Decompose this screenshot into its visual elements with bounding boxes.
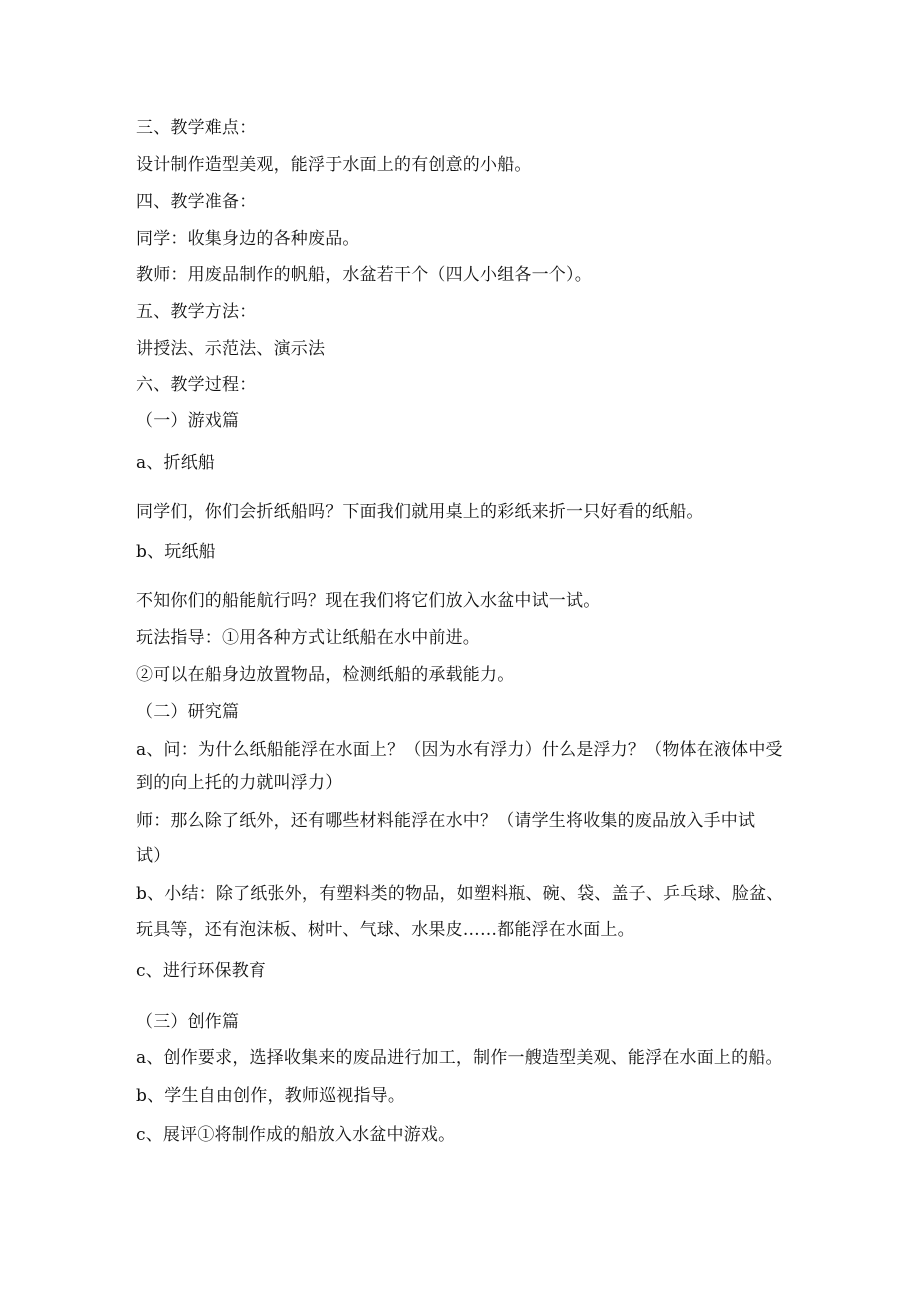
paragraph-line: 玩法指导：①用各种方式让纸船在水中前进。 (136, 628, 480, 648)
paragraph-line: 试） (136, 846, 171, 866)
paragraph-line: 玩具等，还有泡沫板、树叶、气球、水果皮……都能浮在水面上。 (136, 920, 635, 940)
paragraph-line: a、创作要求，选择收集来的废品进行加工，制作一艘造型美观、能浮在水面上的船。 (136, 1048, 783, 1068)
paragraph-line: 不知你们的船能航行吗？现在我们将它们放入水盆中试一试。 (136, 591, 601, 611)
paragraph-line: 同学：收集身边的各种废品。 (136, 229, 360, 249)
heading-teaching-preparation: 四、教学准备： (136, 192, 257, 212)
paragraph-line: c、展评①将制作成的船放入水盆中游戏。 (136, 1125, 456, 1145)
paragraph-line: 讲授法、示范法、演示法 (136, 339, 326, 359)
subheading-creation: （三）创作篇 (136, 1012, 240, 1032)
heading-teaching-method: 五、教学方法： (136, 302, 257, 322)
list-item: a、折纸船 (136, 453, 216, 473)
paragraph-line: 教师：用废品制作的帆船，水盆若干个（四人小组各一个）。 (136, 265, 592, 285)
paragraph-line: a、问：为什么纸船能浮在水面上？（因为水有浮力）什么是浮力？（物体在液体中受 (136, 740, 783, 760)
subheading-research: （二）研究篇 (136, 702, 240, 722)
paragraph-line: 同学们，你们会折纸船吗？下面我们就用桌上的彩纸来折一只好看的纸船。 (136, 502, 704, 522)
paragraph-line: 师：那么除了纸外，还有哪些材料能浮在水中？（请学生将收集的废品放入手中试 (136, 811, 756, 831)
list-item: b、玩纸船 (136, 542, 216, 562)
paragraph-line: b、小结：除了纸张外，有塑料类的物品，如塑料瓶、碗、袋、盖子、乒乓球、脸盆、 (136, 884, 784, 904)
paragraph-line: b、学生自由创作，教师巡视指导。 (136, 1086, 406, 1106)
paragraph-line: 设计制作造型美观，能浮于水面上的有创意的小船。 (136, 155, 532, 175)
heading-teaching-process: 六、教学过程： (136, 375, 257, 395)
heading-teaching-difficulty: 三、教学难点： (136, 118, 257, 138)
paragraph-line: ②可以在船身边放置物品，检测纸船的承载能力。 (136, 665, 515, 685)
paragraph-line: 到的向上托的力就叫浮力） (136, 773, 343, 793)
subheading-game: （一）游戏篇 (136, 411, 240, 431)
list-item: c、进行环保教育 (136, 961, 267, 981)
